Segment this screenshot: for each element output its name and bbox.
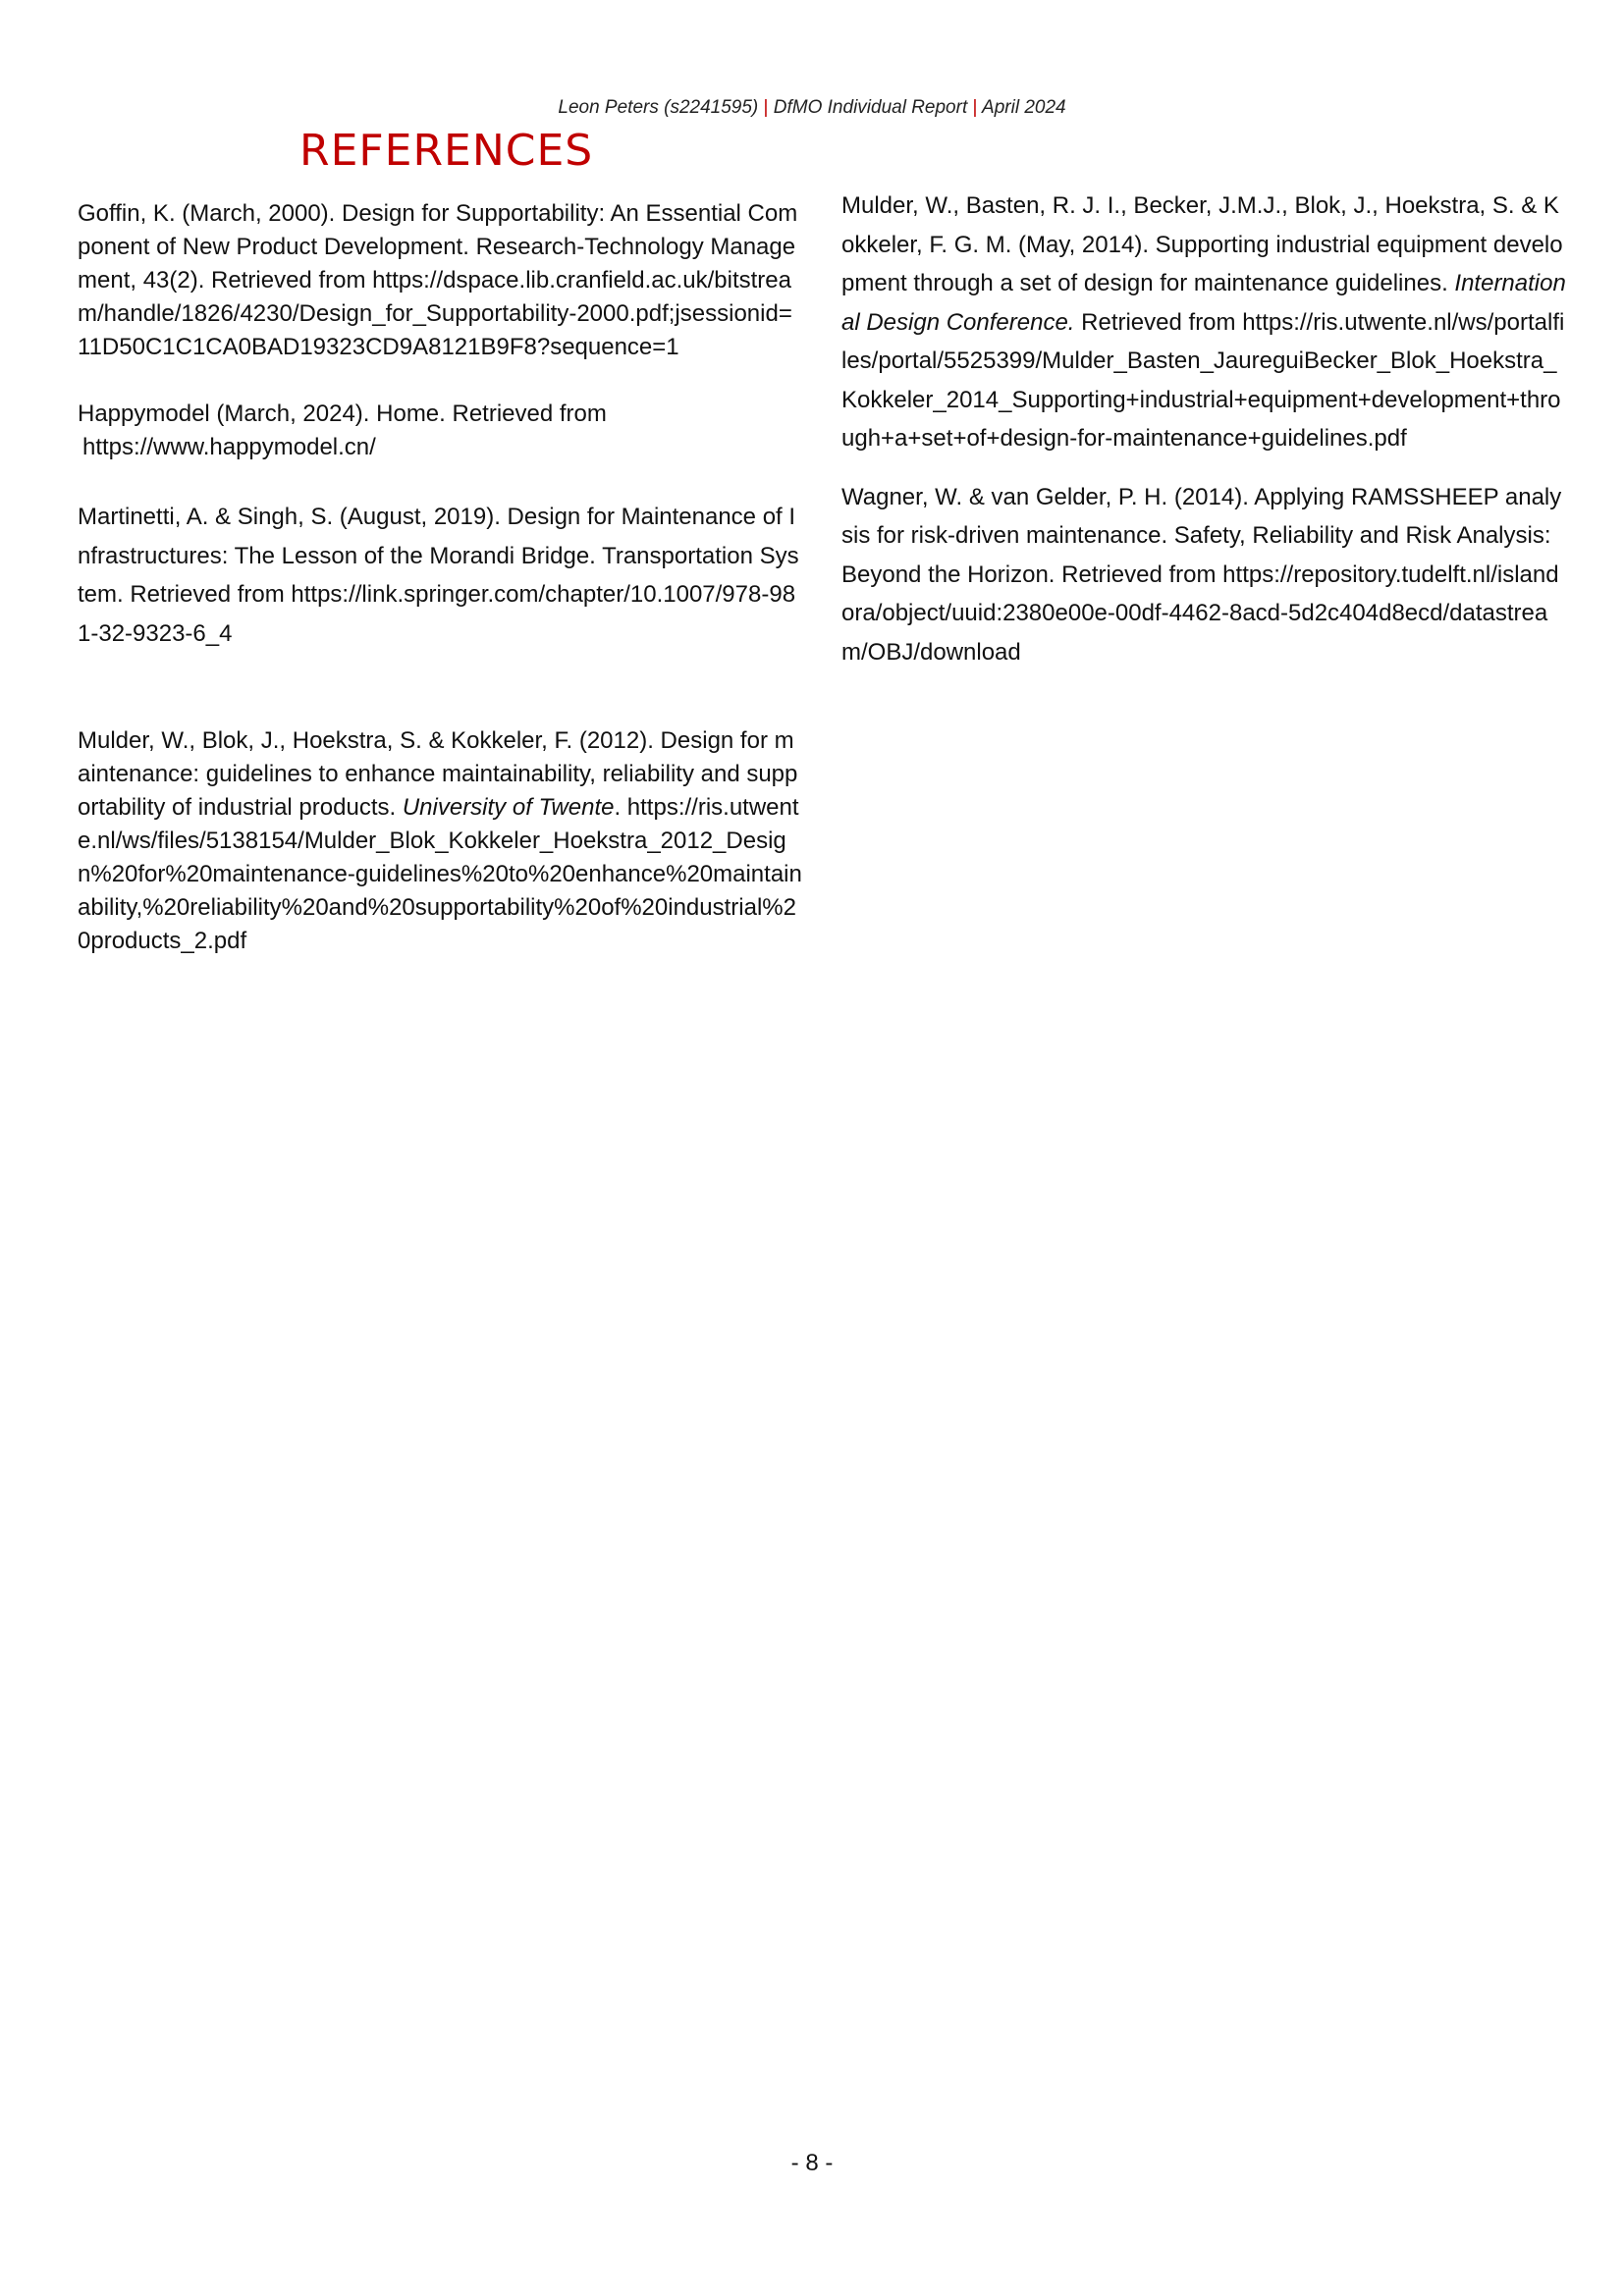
page-header [0,97,1624,119]
page-title: REFERENCES [299,126,594,176]
page-number: - 8 - [790,2150,834,2176]
reference-mulder-2014-journal: International Design Conference. [841,270,1566,336]
reference-mulder-2012 [78,724,802,958]
reference-mulder-2012-url: . https://ris.utwente.nl/ws/files/5138154/Mulder_Blok_Kokkeler_Hoekstra_2012_Design%20for%20maintenance-guidelines%20to%20enhance%20maintainability,%20reliability%20and%20supportability%20of%20industrial%20products_2.pdf [78,794,802,954]
reference-wagner: Wagner, W. & van Gelder, P. H. (2014). Applying RAMSSHEEP analysis for risk-driven maintenance. Safety, Reliability and Risk Analysis: Beyond the Horizon. Retrieved from https://repository.tudelft.nl/islandora/object/uuid:2380e00e-00df-4462-8acd-5d2c404d8ecd/datastream/OBJ/download [841,483,1562,666]
reference-mulder-2012-journal: University of Twente [402,794,615,821]
reference-mulder-2014-text: Mulder, W., Basten, R. J. I., Becker, J.M.J., Blok, J., Hoekstra, S. & Kokkeler, F. G. M. (May, 2014). Supporting industrial equipment development through a set of design for maintenance guidelines. [841,192,1563,296]
reference-happymodel-text: Happymodel (March, 2024). Home. Retrieved from [78,400,607,427]
reference-mulder-2014 [841,187,1568,458]
header-author: Leon Peters (s2241595) [558,97,759,118]
reference-happymodel-url: https://www.happymodel.cn/ [82,434,376,460]
references-left-column [78,197,802,958]
reference-goffin: Goffin, K. (March, 2000). Design for Supportability: An Essential Component of New Product Development. Research-Technology Management, 43(2). Retrieved from https://dspace.lib.cranfield.ac.uk/bitstream/handle/1826/4230/Design_for_Supportability-2000.pdf;jsessionid=11D50C1C1CA0BAD19323CD9A8121B9F8?sequence=1 [78,200,798,360]
references-right-column [841,187,1568,671]
header-separator: | [763,97,769,118]
reference-mulder-2012-text: Mulder, W., Blok, J., Hoekstra, S. & Kokkeler, F. (2012). Design for maintenance: guidelines to enhance maintainability, reliability and supportability of industrial products. [78,727,798,821]
reference-martinetti: Martinetti, A. & Singh, S. (August, 2019). Design for Maintenance of Infrastructures: The Lesson of the Morandi Bridge. Transportation System. Retrieved from https://link.springer.com/chapter/10.1007/978-981-32-9323-6_4 [78,504,799,647]
reference-happymodel [78,398,802,464]
header-separator: | [972,97,978,118]
header-report: DfMO Individual Report [773,97,968,118]
reference-mulder-2014-url: Retrieved from https://ris.utwente.nl/ws/portalfiles/portal/5525399/Mulder_Basten_JaureguiBecker_Blok_Hoekstra_Kokkeler_2014_Supporting+industrial+equipment+development+through+a+set+of+design-for-maintenance+guidelines.pdf [841,308,1565,452]
header-date: April 2024 [982,97,1066,118]
